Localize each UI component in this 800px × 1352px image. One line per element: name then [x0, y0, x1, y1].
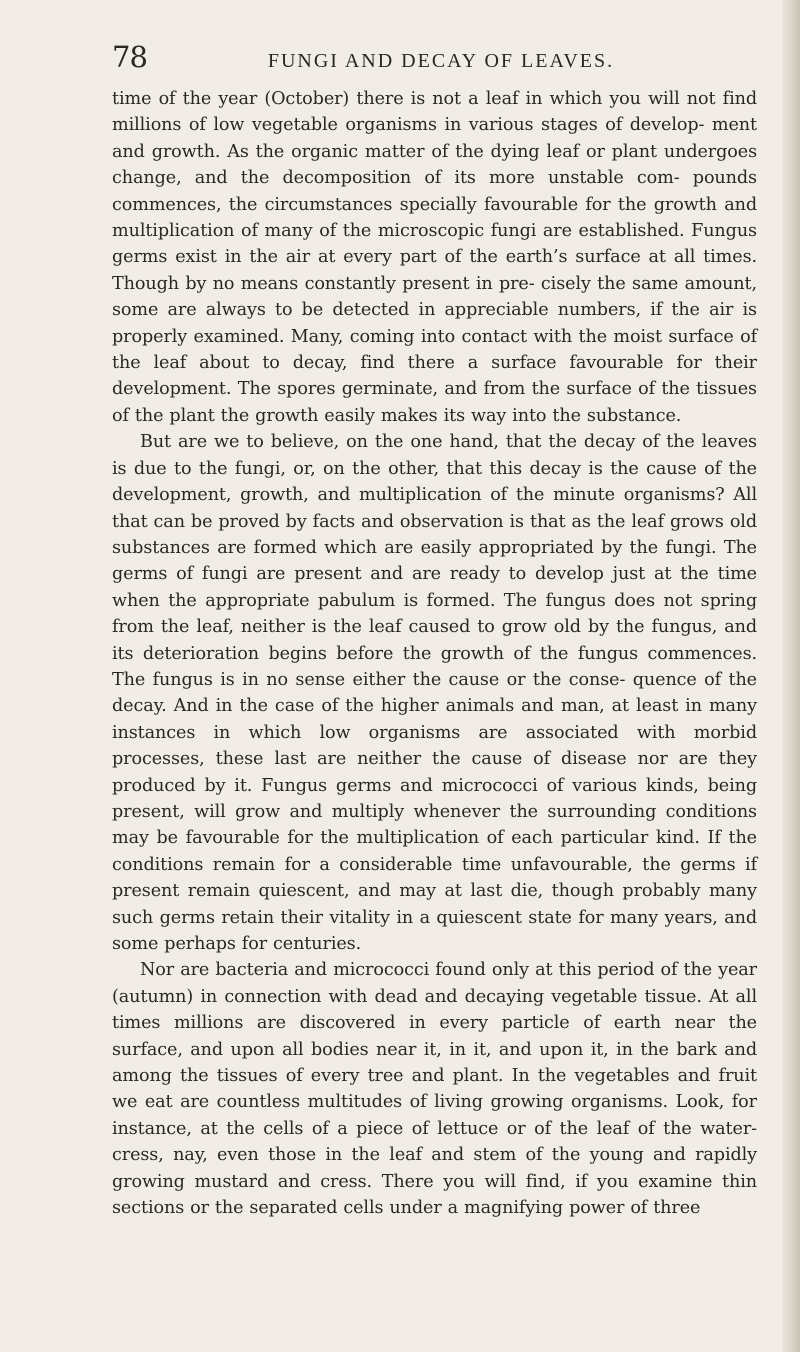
page-number: 78 [112, 40, 147, 74]
running-head: FUNGI AND DECAY OF LEAVES. [267, 50, 615, 72]
paragraph-1: time of the year (October) there is not a leaf in which you will not find millions of low vegetable organisms in various stages of develop- ment and growth. As the organic matter of the dying leaf or plant undergoes change, and the decomposition of its more unstable com- pounds commences, the circumstances specially favourable for the growth and multiplication of many of the microscopic fungi are established. Fungus germs exist in the air at every part of the earth’s surface at all times. Though by no means constantly present in pre- cisely the same amount, some are always to be detected in appreciable numbers, if the air is properly examined. Many, coming into contact with the moist surface of the leaf about to decay, find there a surface favourable for their development. The spores germinate, and from the surface of the tissues of the plant the growth easily makes its way into the substance. [112, 89, 757, 426]
paragraph-2: But are we to believe, on the one hand, that the decay of the leaves is due to the fungi, or, on the other, that this decay is the cause of the development, growth, and multiplication of the minute organisms? All that can be proved by facts and observation is that as the leaf grows old substances are formed which are easily appropriated by the fungi. The germs of fungi are present and are ready to develop just at the time when the appropriate pabulum is formed. The fungus does not spring from the leaf, neither is the leaf caused to grow old by the fungus, and its deterioration begins before the growth of the fungus commences. The fungus is in no sense either the cause or the conse- quence of the decay. And in the case of the higher animals and man, at least in many instances in which low organisms are associated with morbid processes, these last are neither the cause of disease nor are they produced by it. Fungus germs and micrococci of various kinds, being present, will grow and multiply whenever the surrounding conditions may be favourable for the multiplication of each particular kind. If the conditions remain for a considerable time unfavourable, the germs if present remain quiescent, and may at last die, though probably many such germs retain their vitality in a quiescent state for many years, and some perhaps for centuries. [112, 432, 757, 954]
paragraph-3: Nor are bacteria and micrococci found only at this period of the year (autumn) in connection with dead and decaying vegetable tissue. At all times millions are discovered in every particle of earth near the surface, and upon all bodies near it, in it, and upon it, in the bark and among the tissues of every tree and plant. In the vegetables and fruit we eat are countless multitudes of living growing organisms. Look, for instance, at the cells of a piece of lettuce or of the leaf of the water- cress, nay, even those in the leaf and stem of the young and rapidly growing mustard and cress. There you will find, if you examine thin sections or the separated cells under a magnifying power of three [112, 960, 757, 1219]
page-edge-shadow [782, 0, 800, 1352]
page-header [112, 40, 752, 84]
body-text [112, 86, 757, 1221]
